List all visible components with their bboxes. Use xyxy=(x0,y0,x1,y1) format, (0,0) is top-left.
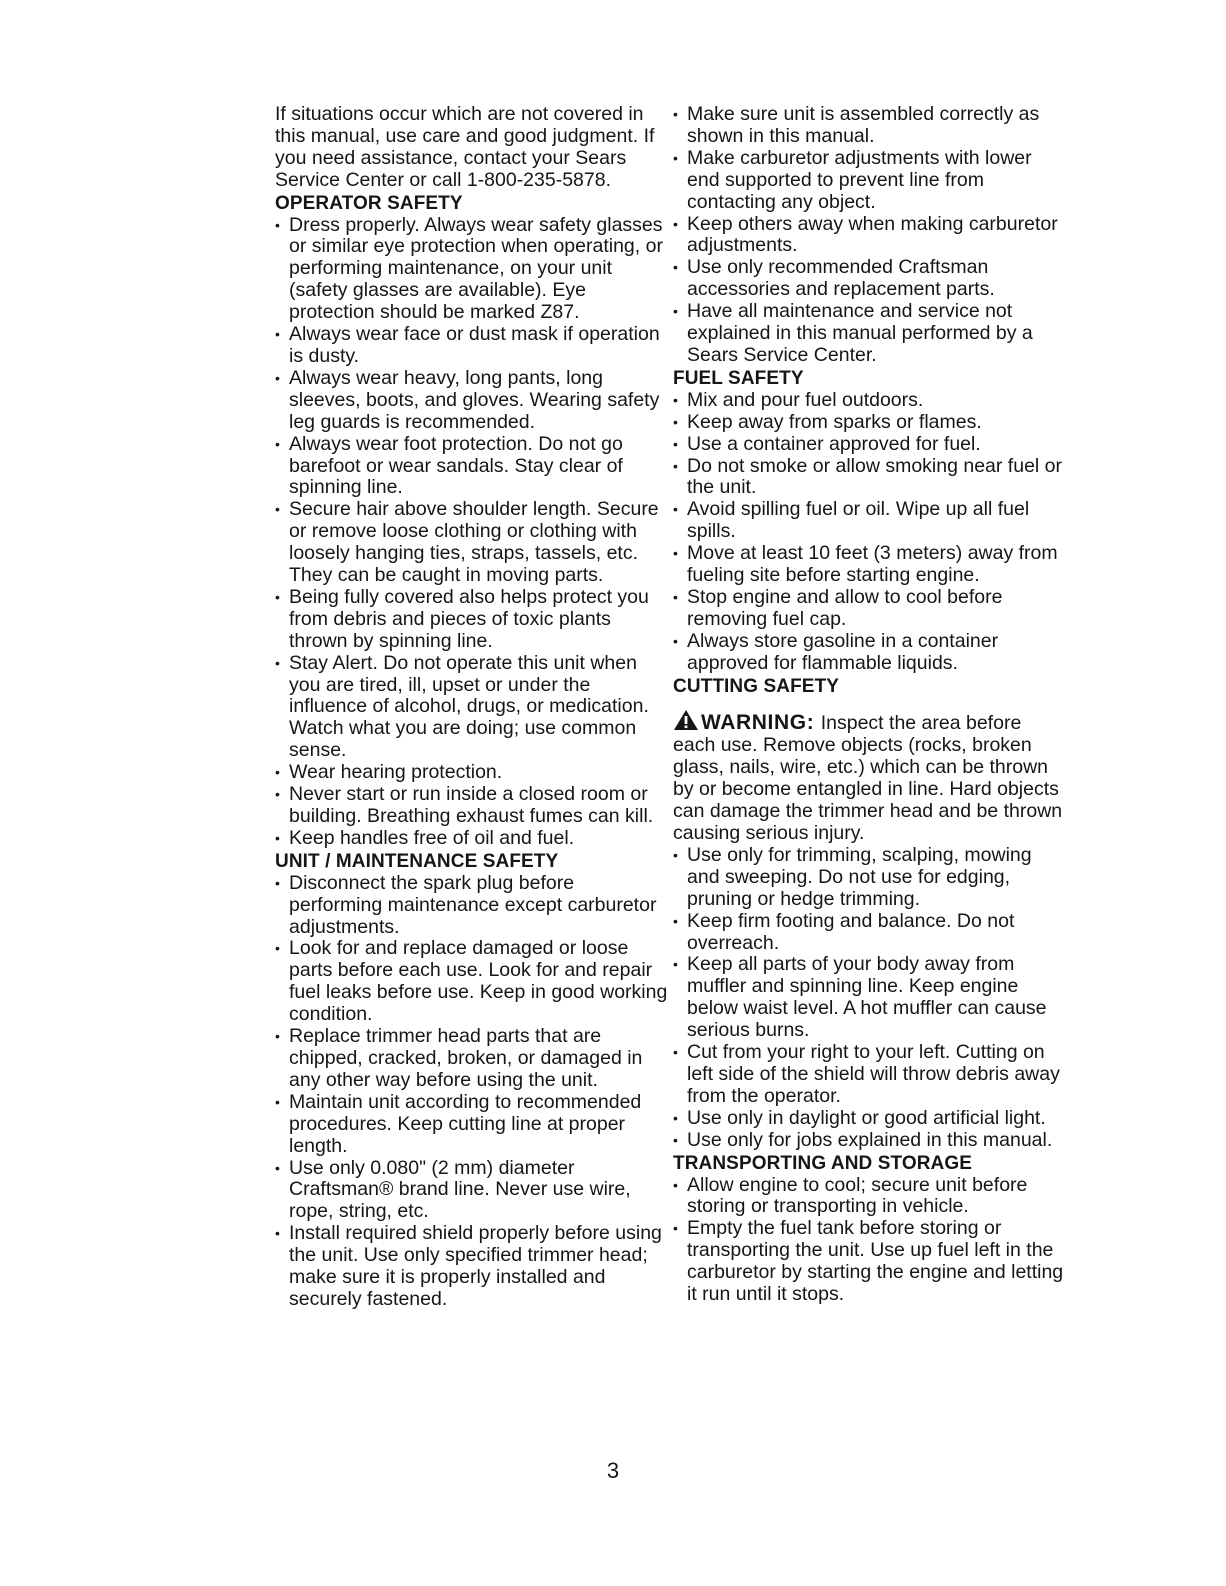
list-item: • Always wear foot protection. Do not go barefoot or wear sandals. Stay clear of spinning line. xyxy=(275,434,671,500)
list-item: • Use a container approved for fuel. xyxy=(673,434,1065,456)
section-heading: OPERATOR SAFETY xyxy=(275,192,463,214)
warning-paragraph xyxy=(673,709,1065,844)
list-item: • Maintain unit according to recommended procedures. Keep cutting line at proper length. xyxy=(275,1092,671,1158)
list-item: • Keep others away when making carburetor adjustments. xyxy=(673,214,1065,258)
bullet-list xyxy=(275,215,671,850)
left-column xyxy=(275,104,671,1311)
page-number: 3 xyxy=(606,1458,620,1483)
transporting-storage-section xyxy=(673,1153,1065,1306)
list-item: • Stop engine and allow to cool before removing fuel cap. xyxy=(673,587,1065,631)
list-item: • Use only in daylight or good artificial light. xyxy=(673,1108,1065,1130)
list-item: • Stay Alert. Do not operate this unit when you are tired, ill, upset or under the influence of alcohol, drugs, or medication. Watch what you are doing; use common sense. xyxy=(275,653,671,763)
bullet-list xyxy=(673,104,1065,367)
list-item: • Use only recommended Craftsman accessories and replacement parts. xyxy=(673,257,1065,301)
list-item: • Mix and pour fuel outdoors. xyxy=(673,390,1065,412)
bullet-list xyxy=(673,845,1065,1152)
warning-label-text: WARNING: xyxy=(701,711,815,735)
list-item: • Install required shield properly before using the unit. Use only specified trimmer head; make sure it is properly installed and securely fastened. xyxy=(275,1223,671,1311)
list-item: • Never start or run inside a closed room or building. Breathing exhaust fumes can kill. xyxy=(275,784,671,828)
right-column xyxy=(673,104,1065,1306)
list-item: • Dress properly. Always wear safety glasses or similar eye protection when operating, or performing maintenance, on your unit (safety glasses are available). Eye protection should be marked Z87. xyxy=(275,215,671,325)
list-item: • Use only for trimming, scalping, mowing and sweeping. Do not use for edging, pruning or hedge trimming. xyxy=(673,845,1065,911)
list-item: • Keep firm footing and balance. Do not overreach. xyxy=(673,911,1065,955)
cutting-safety-section xyxy=(673,676,1065,1152)
list-item: • Use only 0.080" (2 mm) diameter Craftsman® brand line. Never use wire, rope, string, etc. xyxy=(275,1158,671,1224)
list-item: • Always store gasoline in a container approved for flammable liquids. xyxy=(673,631,1065,675)
bullet-list xyxy=(673,390,1065,675)
list-item: • Do not smoke or allow smoking near fuel or the unit. xyxy=(673,456,1065,500)
list-item: • Disconnect the spark plug before performing maintenance except carburetor adjustments. xyxy=(275,873,671,939)
list-item: • Being fully covered also helps protect you from debris and pieces of toxic plants thrown by spinning line. xyxy=(275,587,671,653)
warning-triangle-icon xyxy=(673,709,699,731)
list-item: • Make sure unit is assembled correctly as shown in this manual. xyxy=(673,104,1065,148)
list-item: • Allow engine to cool; secure unit before storing or transporting in vehicle. xyxy=(673,1175,1065,1219)
section-heading: FUEL SAFETY xyxy=(673,367,804,389)
bullet-list xyxy=(275,873,671,1311)
list-item: • Keep all parts of your body away from muffler and spinning line. Keep engine below waist level. A hot muffler can cause serious burns. xyxy=(673,954,1065,1042)
list-item: • Move at least 10 feet (3 meters) away from fueling site before starting engine. xyxy=(673,543,1065,587)
list-item: • Wear hearing protection. xyxy=(275,762,671,784)
list-item: • Replace trimmer head parts that are chipped, cracked, broken, or damaged in any other way before using the unit. xyxy=(275,1026,671,1092)
list-item: • Use only for jobs explained in this manual. xyxy=(673,1130,1065,1152)
list-item: • Secure hair above shoulder length. Secure or remove loose clothing or clothing with loosely hanging ties, straps, tassels, etc. They can be caught in moving parts. xyxy=(275,499,671,587)
list-item: • Have all maintenance and service not explained in this manual performed by a Sears Service Center. xyxy=(673,301,1065,367)
section-heading: UNIT / MAINTENANCE SAFETY xyxy=(275,850,559,872)
warning-label xyxy=(673,711,821,734)
intro-paragraph: If situations occur which are not covered in this manual, use care and good judgment. If you need assistance, contact your Sears Service Center or call 1-800-235-5878. xyxy=(275,103,655,191)
list-item: • Cut from your right to your left. Cutting on left side of the shield will throw debris away from the operator. xyxy=(673,1042,1065,1108)
list-item: • Keep away from sparks or flames. xyxy=(673,412,1065,434)
fuel-safety-section xyxy=(673,368,1065,675)
section-heading: CUTTING SAFETY xyxy=(673,675,840,697)
bullet-list xyxy=(673,1175,1065,1306)
list-item: • Look for and replace damaged or loose parts before each use. Look for and repair fuel leaks before use. Keep in good working condition. xyxy=(275,938,671,1026)
operator-safety-section xyxy=(275,193,671,850)
unit-maintenance-safety-section xyxy=(275,851,671,1311)
list-item: • Always wear heavy, long pants, long sleeves, boots, and gloves. Wearing safety leg guards is recommended. xyxy=(275,368,671,434)
list-item: • Empty the fuel tank before storing or transporting the unit. Use up fuel left in the carburetor by starting the engine and letting it run until it stops. xyxy=(673,1218,1065,1306)
list-item: • Make carburetor adjustments with lower end supported to prevent line from contacting any object. xyxy=(673,148,1065,214)
list-item: • Avoid spilling fuel or oil. Wipe up all fuel spills. xyxy=(673,499,1065,543)
section-heading: TRANSPORTING AND STORAGE xyxy=(673,1152,973,1174)
list-item: • Always wear face or dust mask if operation is dusty. xyxy=(275,324,671,368)
list-item: • Keep handles free of oil and fuel. xyxy=(275,828,671,850)
warning-text: Inspect the area before each use. Remove objects (rocks, broken glass, nails, wire, etc.) which can be thrown by or become entangled in line. Hard objects can damage the trimmer head and be thrown causing serious injury. xyxy=(673,712,1063,844)
